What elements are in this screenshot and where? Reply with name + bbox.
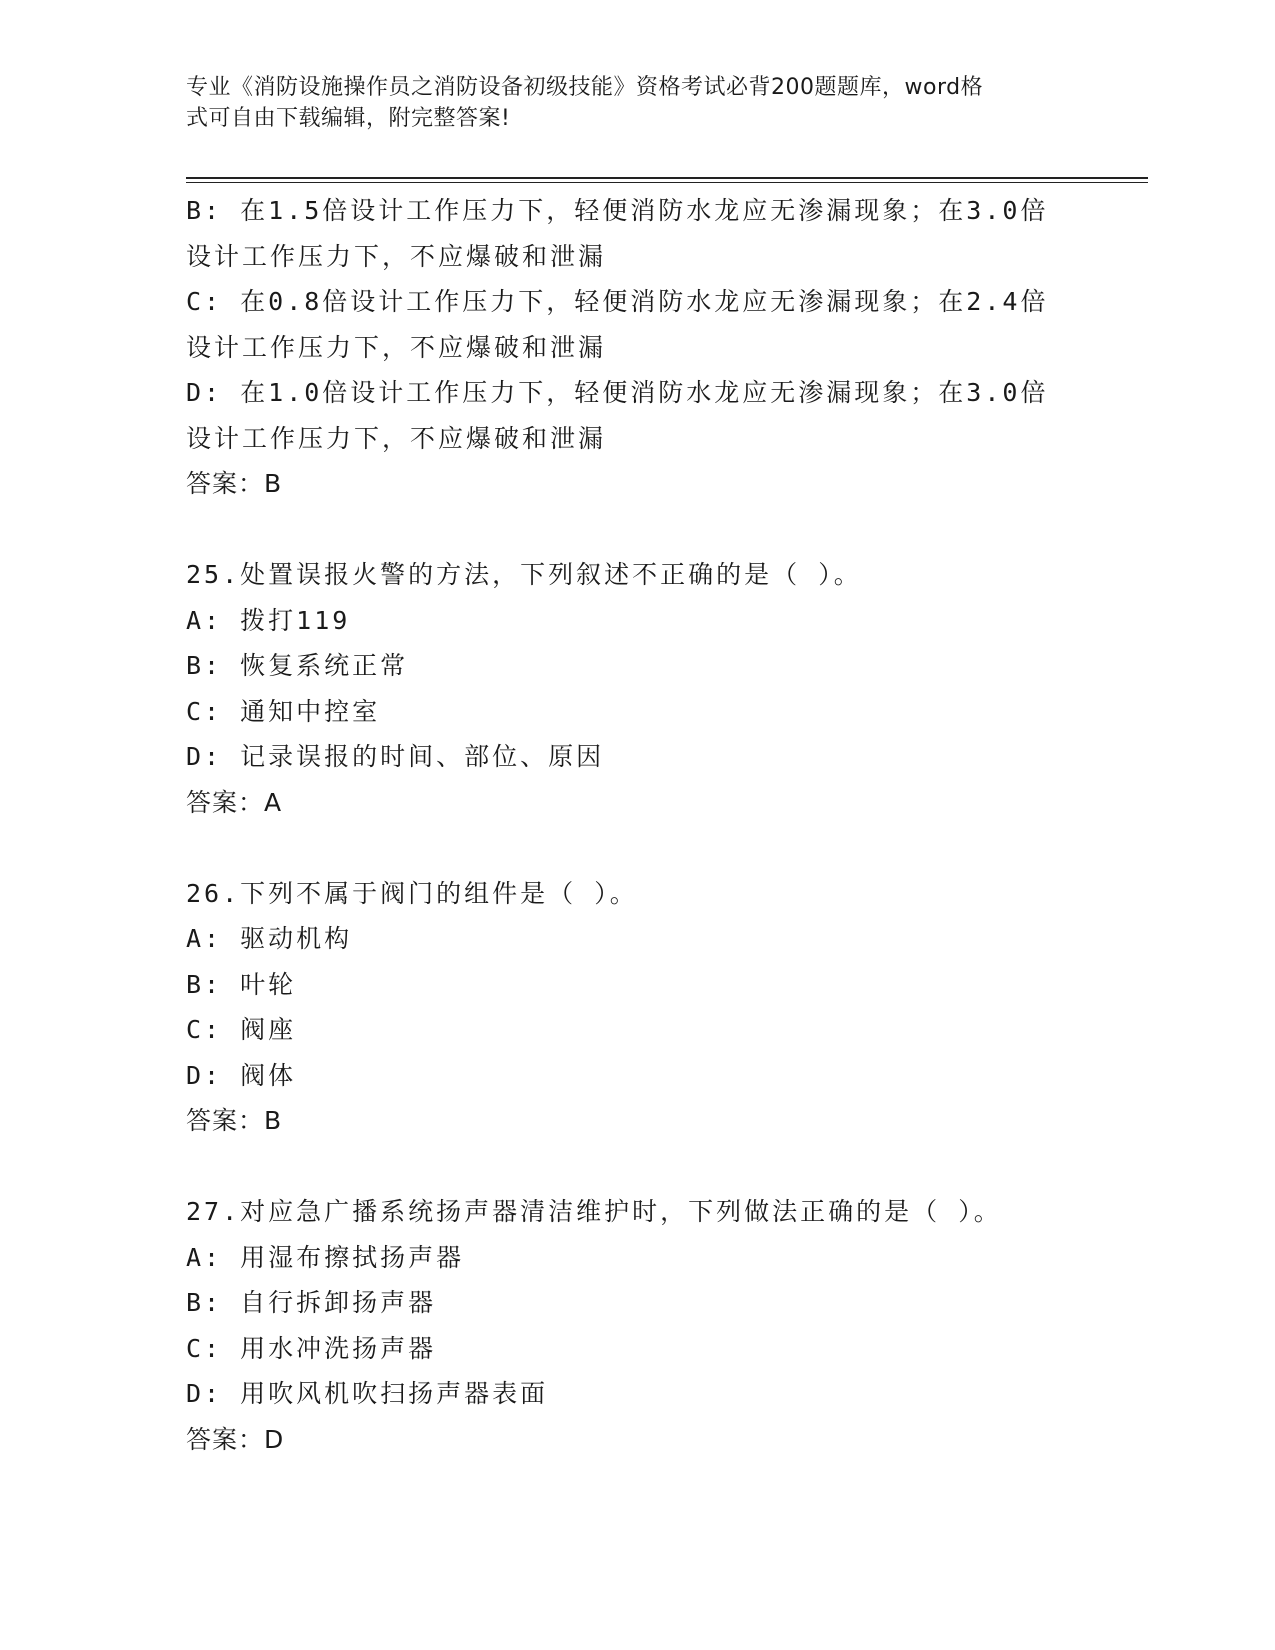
question-stem: 25.处置误报火警的方法，下列叙述不正确的是（ ）。 bbox=[186, 560, 862, 589]
option-c: C: 用水冲洗扬声器 bbox=[186, 1333, 437, 1363]
header-rule-thick bbox=[186, 177, 1148, 179]
answer: 答案：B bbox=[186, 469, 283, 498]
page-header bbox=[186, 72, 1066, 134]
spacer bbox=[186, 825, 1086, 871]
question-stem: 26.下列不属于阀门的组件是（ ）。 bbox=[186, 878, 638, 908]
header-line-1: 专业《消防设施操作员之消防设备初级技能》资格考试必背200题题库，word格 bbox=[186, 75, 984, 100]
option-c: C: 通知中控室 bbox=[186, 696, 381, 726]
spacer bbox=[186, 1144, 1086, 1190]
option-d: D: 记录误报的时间、部位、原因 bbox=[186, 742, 605, 771]
question-24-continued bbox=[186, 188, 1086, 507]
question-25 bbox=[186, 552, 1086, 825]
option-c: C: 阀座 bbox=[186, 1015, 297, 1044]
option-d-continued: 设计工作压力下，不应爆破和泄漏 bbox=[186, 423, 607, 453]
option-d: D: 在1.0倍设计工作压力下，轻便消防水龙应无渗漏现象；在3.0倍 bbox=[186, 378, 1049, 407]
option-b: B: 在1.5倍设计工作压力下，轻便消防水龙应无渗漏现象；在3.0倍 bbox=[186, 196, 1049, 225]
option-a: A: 拨打119 bbox=[186, 605, 351, 635]
spacer bbox=[186, 507, 1086, 553]
question-stem: 27.对应急广播系统扬声器清洁维护时，下列做法正确的是（ ）。 bbox=[186, 1197, 1002, 1226]
option-b-continued: 设计工作压力下，不应爆破和泄漏 bbox=[186, 241, 607, 271]
option-a: A: 用湿布擦拭扬声器 bbox=[186, 1242, 465, 1272]
option-d: D: 阀体 bbox=[186, 1060, 297, 1090]
answer: 答案：B bbox=[186, 1106, 283, 1135]
question-26 bbox=[186, 871, 1086, 1144]
header-rule-thin bbox=[186, 182, 1148, 183]
option-a: A: 驱动机构 bbox=[186, 924, 353, 953]
option-d: D: 用吹风机吹扫扬声器表面 bbox=[186, 1379, 549, 1408]
header-line-2: 式可自由下载编辑，附完整答案! bbox=[186, 106, 511, 131]
answer: 答案：A bbox=[186, 787, 283, 817]
option-c-continued: 设计工作压力下，不应爆破和泄漏 bbox=[186, 332, 607, 362]
option-b: B: 恢复系统正常 bbox=[186, 651, 409, 680]
option-c: C: 在0.8倍设计工作压力下，轻便消防水龙应无渗漏现象；在2.4倍 bbox=[186, 287, 1049, 316]
question-27 bbox=[186, 1189, 1086, 1462]
question-list bbox=[186, 188, 1086, 1462]
option-b: B: 叶轮 bbox=[186, 969, 297, 999]
answer: 答案：D bbox=[186, 1424, 285, 1454]
option-b: B: 自行拆卸扬声器 bbox=[186, 1288, 437, 1317]
